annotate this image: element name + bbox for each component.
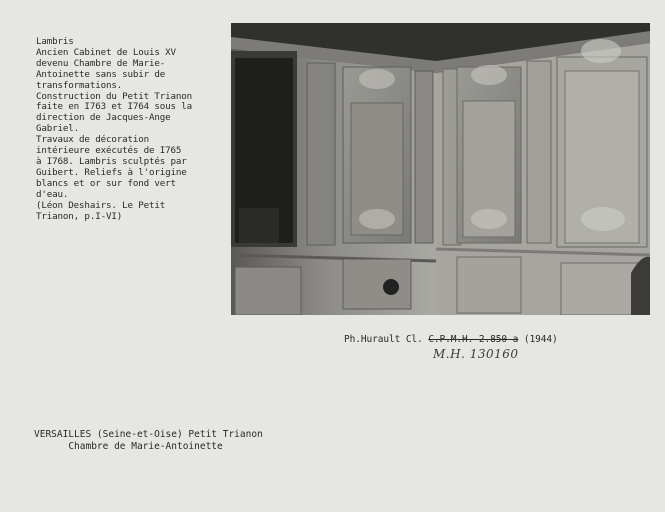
description-text: Lambris Ancien Cabinet de Louis XV devenu Chambre de Marie- Antoinette sans subir de transformations. Construction du Petit Trianon faite en I763 et I764 sous la direction de Jacques-Ange Gabriel. Travaux de décoration intérieure exécutés de I765 à I768. Lambris sculptés par Guibert. Reliefs à l'origine blancs et or sur fond vert d'eau. (Léon Deshairs. Le Petit Trianon, p.I-VI): [36, 36, 193, 222]
photo-credit: [344, 334, 558, 345]
photograph: [231, 23, 650, 315]
credit-prefix: Ph.Hurault Cl.: [344, 334, 423, 345]
credit-struck-reference: C.P.M.H. 2.850 a: [428, 334, 519, 345]
handwritten-mh-number: M.H. 130160: [433, 347, 519, 361]
location-caption: VERSAILLES (Seine-et-Oise) Petit Trianon Chambre de Marie-Antoinette: [34, 429, 263, 452]
panelled-room-photo: [231, 23, 650, 315]
credit-year: (1944): [523, 334, 558, 345]
